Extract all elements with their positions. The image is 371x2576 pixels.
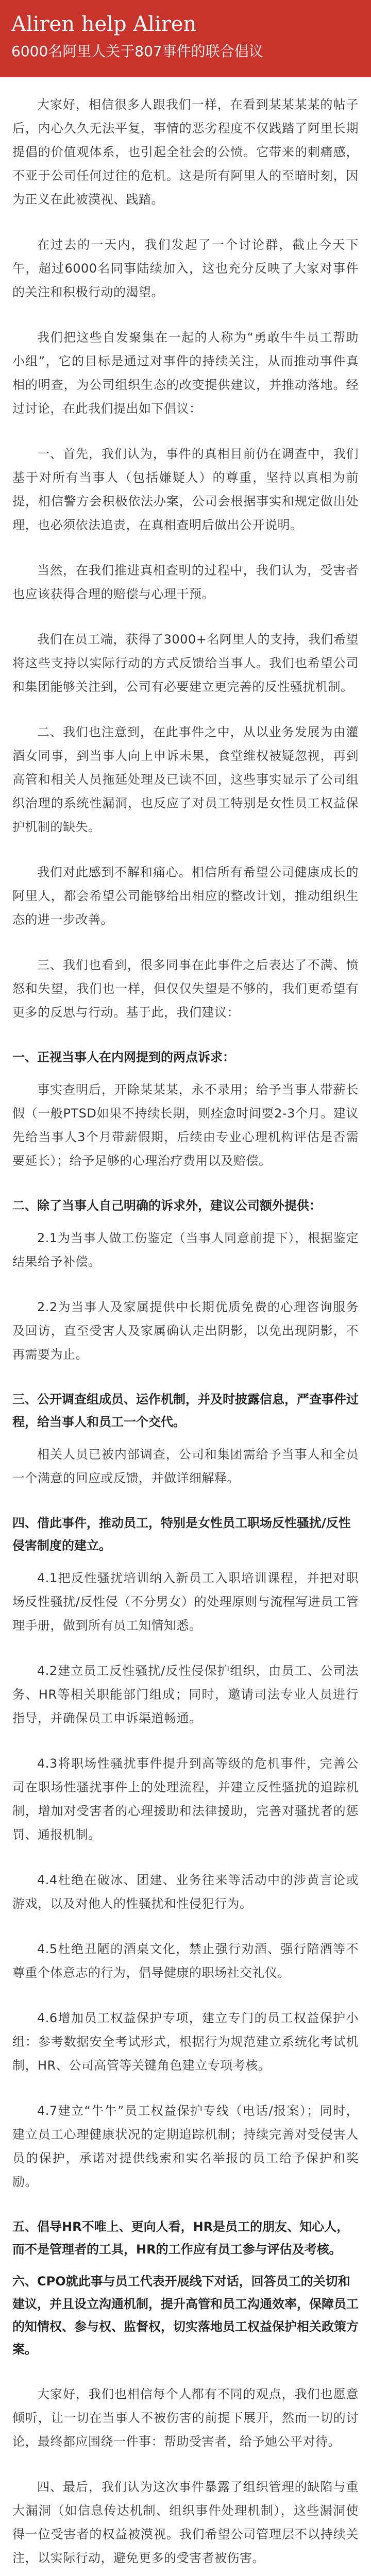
intro-paragraph-2: 在过去的一天内，我们发起了一个讨论群，截止今天下午，超过6000名同事陆续加入，这也充分反映了大家对事件的关注和积极行动的渴望。: [12, 238, 359, 299]
section-paragraph: 4.1把反性骚扰培训纳入新员工入职培训课程，并把对职场反性骚扰/反性侵（不分男女）的处理原则与流程写进员工管理手册，做到所有员工知情知悉。: [12, 1571, 359, 1633]
section-heading: 三、公开调查组成员、运作机制，并及时披露信息，严查事件过程，给当事人和员工一个交代。: [12, 1392, 359, 1429]
section-paragraph: 4.2建立员工反性骚扰/反性侵保护组织，由员工、公司法务、HR等相关职能部门组成；同时，邀请司法专业人员进行指导，并确保员工申诉渠道畅通。: [12, 1664, 359, 1725]
section-heading: 二、除了当事人自己明确的诉求外，建议公司额外提供：: [12, 1198, 322, 1213]
point-2-note: 我们对此感到不解和痛心。相信所有希望公司健康成长的阿里人，都会希望公司能够给出相应的整改计划，推动组织生态的进一步改善。: [12, 865, 359, 927]
section-paragraph: 4.6增加员工权益保护专项，建立专门的员工权益保护小组：参考数据安全考试形式，根据行为规范建立系统化考试机制，HR、公司高管等关键角色建立专项考核。: [12, 2011, 359, 2073]
point-1-note: 当然，在我们推进真相查明的过程中，我们认为，受害者也应该获得合理的赔偿与心理干预。: [12, 563, 359, 601]
section-paragraph: 4.3将职场性骚扰事件提升到高等级的危机事件，完善公司在职场性骚扰事件上的处理流程，并建立反性骚扰的追踪机制，增加对受害者的心理援助和法律援助，完善对骚扰者的惩罚、通报机制。: [12, 1756, 359, 1842]
point-3-paragraph: 三、我们也看到，很多同事在此事件之后表达了不满、愤怒和失望，我们也一样，但仅仅失望是不够的，我们更希望有更多的反思与行动。基于此，我们建议：: [12, 958, 359, 1020]
closing-paragraph: 大家好，我们也相信每个人都有不同的观点，我们也愿意倾听，让一切在当事人不被伤害的前提下展开，然而一切的讨论，最终都应围绕一件事：帮助受害者，给予她公平对待。: [12, 2387, 359, 2449]
point-2-paragraph: 二、我们也注意到，在此事件之中，从以业务发展为由灌酒女同事，到当事人向上申诉未果，食堂维权被疑忽视，再到高管和相关人员拖延处理及已读不回，这些事实显示了公司组织治理的系统性漏洞，也反应了对员工特别是女性员工权益保护机制的缺失。: [12, 725, 359, 834]
section-paragraph: 2.1为当事人做工伤鉴定（当事人同意前提下），根据鉴定结果给予补偿。: [12, 1231, 359, 1269]
section-paragraph: 4.5杜绝丑陋的酒桌文化，禁止强行劝酒、强行陪酒等不尊重个体意志的行为，倡导健康的职场社交礼仪。: [12, 1942, 359, 1980]
section-heading: 四、借此事件，推动员工，特别是女性员工职场反性骚扰/反性侵害制度的建立。: [12, 1516, 351, 1553]
section-paragraph: 事实查明后，开除某某某，永不录用；给予当事人带薪长假（一般PTSD如果不持续长期，则痊愈时间要2-3个月。建议先给当事人3个月带薪假期，后续由专业心理机构评估是否需要延长）；给予足够的心理治疗费用以及赔偿。: [12, 1082, 359, 1168]
article-body: [0, 77, 371, 2576]
section-paragraph: 4.4杜绝在破冰、团建、业务往来等活动中的涉黄言论或游戏，以及对他人的性骚扰和性侵犯行为。: [12, 1873, 359, 1911]
page-subtitle: 6000名阿里人关于807事件的联合倡议: [11, 43, 263, 60]
intro-paragraph-1: 大家好，相信很多人跟我们一样，在看到某某某某的帖子后，内心久久无法平复，事情的恶劣程度不仅践踏了阿里长期提倡的价值观体系，也引起全社会的公愤。它带来的刺痛感，不亚于公司任何过往的危机。这是所有阿里人的至暗时刻，因为正义在此被漠视、践踏。: [12, 97, 359, 207]
intro-paragraph-3: 我们把这些自发聚集在一起的人称为“勇敢牛牛员工帮助小组”，它的目标是通过对事件的持续关注，从而推动事件真相的明查，为公司组织生态的改变提供建议，并推动落地。经过讨论，在此我们提出如下倡议：: [12, 330, 359, 416]
section-paragraph: 4.7建立“牛牛”员工权益保护专线（电话/报案）；同时，建立员工心理健康状况的定期追踪机制；持续完善对受侵害人员的保护，承诺对提供线索和实名举报的员工给予保护和奖励。: [12, 2104, 359, 2189]
header-banner: [0, 0, 371, 77]
point-1-support: 我们在员工端，获得了3000+名阿里人的支持，我们希望将这些支持以实际行动的方式反馈给当事人。我们也希望公司和集团能够关注到，公司有必要建立更完善的反性骚扰机制。: [12, 632, 359, 694]
page-title: Aliren help Aliren: [11, 12, 197, 36]
section-paragraph: 2.2为当事人及家属提供中长期优质免费的心理咨询服务及回访，直至受害人及家属确认走出阴影，以免出现阴影，不再需要为止。: [12, 1300, 359, 1362]
point-1-paragraph: 一、首先，我们认为，事件的真相目前仍在调查中，我们基于对所有当事人（包括嫌疑人）的尊重，坚持以真相为前提，相信警方会积极依法办案，公司会根据事实和规定做出处理，也必须依法追责，在真相查明后做出公开说明。: [12, 447, 359, 532]
section-paragraph: 相关人员已被内部调查，公司和集团需给予当事人和全员一个满意的回应或反馈，并做详细解释。: [12, 1447, 359, 1485]
closing-paragraph: 四、最后，我们认为这次事件暴露了组织管理的缺陷与重大漏洞（如信息传达机制、组织事件处理机制），这些漏洞使得一位受害者的权益被漠视。我们希望公司管理层不以持续关注，以实际行动，避免更多的受害者被伤害。: [12, 2480, 359, 2565]
section-heading: 一、正视当事人在内网提到的两点诉求：: [12, 1050, 235, 1064]
section-heading: 六、CPO就此事与员工代表开展线下对话，回答员工的关切和建议，并且设立沟通机制，提升高管和员工沟通效率，保障员工的知情权、参与权、监督权，切实落地员工权益保护相关政策方案。: [12, 2274, 359, 2357]
section-heading: 五、倡导HR不唯上、更向人看，HR是员工的朋友、知心人，而不是管理者的工具，HR的工作应有员工参与评估及考核。: [12, 2219, 349, 2257]
